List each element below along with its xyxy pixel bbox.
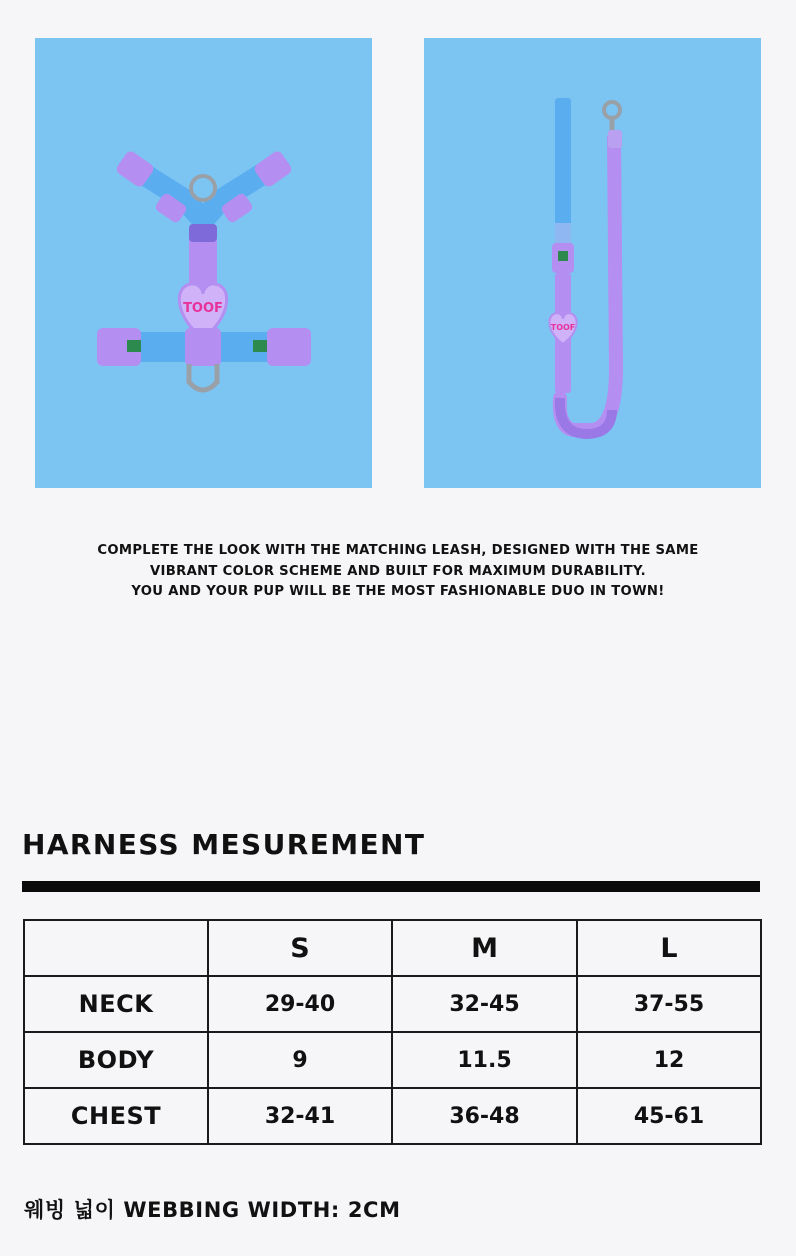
table-cell: 32-45 [392,976,577,1032]
table-cell: 29-40 [208,976,392,1032]
table-row [24,1088,761,1144]
table-row [24,1032,761,1088]
table-cell: 45-61 [577,1088,761,1144]
row-label-body: BODY [24,1032,208,1088]
harness-tag-text: TOOF [183,301,223,316]
table-header-corner [24,920,208,976]
row-label-chest: CHEST [24,1088,208,1144]
table-header-s: S [208,920,392,976]
table-cell: 9 [208,1032,392,1088]
harness-illustration [35,38,372,488]
row-label-neck: NECK [24,976,208,1032]
table-cell: 11.5 [392,1032,577,1088]
leash-product-image [424,38,761,488]
table-row [24,976,761,1032]
leash-tag-text: TOOF [550,323,576,332]
title-divider [22,881,760,892]
table-cell: 32-41 [208,1088,392,1144]
description-line-3: YOU AND YOUR PUP WILL BE THE MOST FASHIONABLE DUO IN TOWN! [131,584,665,599]
table-header-row [24,920,761,976]
size-table [23,919,762,1145]
leash-illustration [424,38,761,488]
description-line-2: VIBRANT COLOR SCHEME AND BUILT FOR MAXIMUM DURABILITY. [150,563,646,579]
description-line-1: COMPLETE THE LOOK WITH THE MATCHING LEASH, DESIGNED WITH THE SAME [97,543,699,558]
section-title: HARNESS MESUREMENT [22,828,426,861]
table-cell: 37-55 [577,976,761,1032]
harness-product-image [35,38,372,488]
table-cell: 36-48 [392,1088,577,1144]
table-header-m: M [392,920,577,976]
webbing-width-note: 웨빙 넓이 WEBBING WIDTH: 2CM [24,1198,401,1222]
product-description [0,541,796,603]
table-cell: 12 [577,1032,761,1088]
table-header-l: L [577,920,761,976]
